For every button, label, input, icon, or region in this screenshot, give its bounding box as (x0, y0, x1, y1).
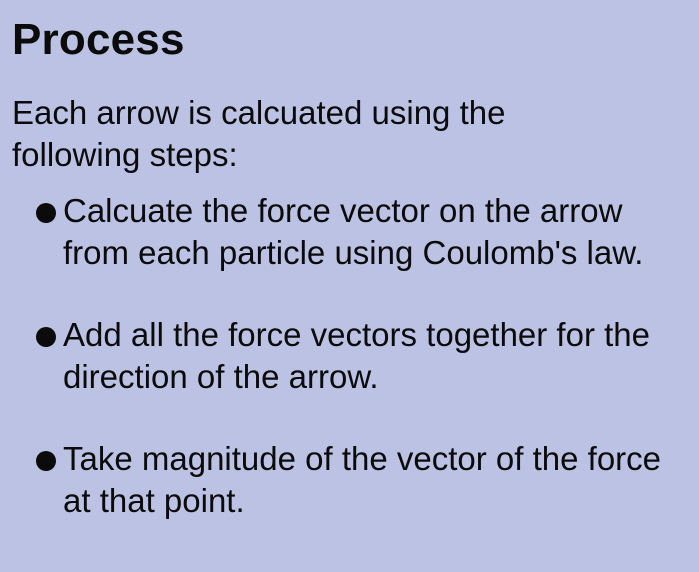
list-item (12, 314, 663, 398)
step-text: Calcuate the force vector on the arrow from each particle using Coulomb's law. (63, 192, 644, 271)
list-item (12, 190, 663, 274)
bullet-icon (36, 451, 56, 471)
list-item (12, 438, 663, 522)
intro-text: Each arrow is calcuated using the following steps: (12, 94, 506, 173)
steps-list (12, 190, 687, 522)
step-text: Add all the force vectors together for the direction of the arrow. (63, 316, 650, 395)
bullet-icon (36, 327, 56, 347)
bullet-icon (36, 203, 56, 223)
step-text: Take magnitude of the vector of the force at that point. (63, 440, 662, 519)
panel-title: Process (12, 15, 185, 64)
